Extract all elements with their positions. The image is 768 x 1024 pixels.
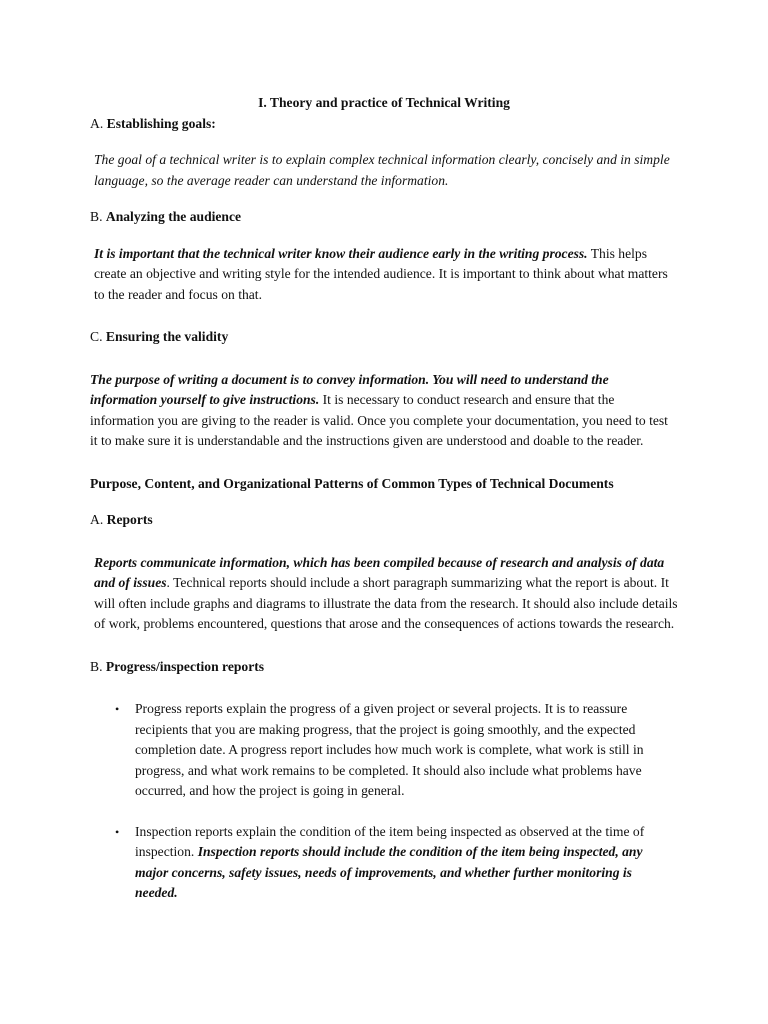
reports-text: . Technical reports should include a short paragraph summarizing what the report is about. It will often include graphs and diagrams to illustrate the data from the research. It should also include details of work, problems encountered, questions that arose and the consequences of actions towards the research. <box>94 575 678 631</box>
section-a-letter: A. <box>90 115 104 131</box>
inspection-bullet-emphasis: Inspection reports should include the condition of the item being inspected, any major concerns, safety issues, needs of improvements, and whether further monitoring is needed. <box>135 844 643 900</box>
inspection-bullet-text: Inspection reports explain the condition of the item being inspected as observed at the time of inspection. <box>135 823 645 859</box>
section-c-title: Ensuring the validity <box>105 329 229 344</box>
section2-heading: Purpose, Content, and Organizational Patterns of Common Types of Technical Documents <box>90 475 614 491</box>
reports-title: Reports <box>106 512 153 527</box>
reports-heading <box>90 510 678 531</box>
section-c-letter: C. <box>90 329 103 344</box>
section-b-paragraph <box>90 244 678 306</box>
section-a-heading <box>90 114 678 135</box>
page-title: I. Theory and practice of Technical Writing <box>258 95 510 110</box>
progress-letter: B. <box>90 658 103 674</box>
section-b-letter: B. <box>90 209 103 224</box>
section-c-paragraph <box>90 370 678 452</box>
progress-bullet-list <box>90 699 678 904</box>
progress-bullet-text: Progress reports explain the progress of a given project or several projects. It is to reassure recipients that you are making progress, that the project is going smoothly, and the expected completion date. A progress report includes how much work is complete, what work is still in progress, and what work remains to be completed. It should also include what problems have occurred, and how the project is going in general. <box>135 701 644 798</box>
bullet-icon: • <box>115 824 120 839</box>
section-b-heading <box>90 207 678 228</box>
progress-title: Progress/inspection reports <box>105 658 265 674</box>
reports-emphasis: Reports communicate information, which has been compiled because of research and analysis of data and of issues <box>94 554 665 590</box>
list-item <box>90 699 678 802</box>
progress-heading <box>90 657 678 678</box>
section-b-emphasis: It is important that the technical writer know their audience early in the writing process. <box>94 245 588 261</box>
section-a-title: Establishing goals: <box>106 115 216 131</box>
section-b-text: This helps create an objective and writing style for the intended audience. It is important to think about what matters to the reader and focus on that. <box>94 245 668 302</box>
reports-letter: A. <box>90 512 104 527</box>
section-c-emphasis: The purpose of writing a document is to convey information. You will need to understand the information yourself to give instructions. <box>90 371 609 407</box>
bullet-icon: • <box>115 702 120 716</box>
section-c-heading <box>90 327 678 348</box>
list-item <box>90 822 678 904</box>
reports-paragraph <box>90 553 678 635</box>
section-b-title: Analyzing the audience <box>105 209 242 224</box>
section-c-text: It is necessary to conduct research and ensure that the information you are giving to the reader is valid. Once you complete your documentation, you need to test it to make sure it is understandable and the instructions given are understood and doable to the reader. <box>90 392 668 448</box>
section-a-text: The goal of a technical writer is to explain complex technical information clearly, concisely and in simple language, so the average reader can understand the information. <box>94 152 670 188</box>
